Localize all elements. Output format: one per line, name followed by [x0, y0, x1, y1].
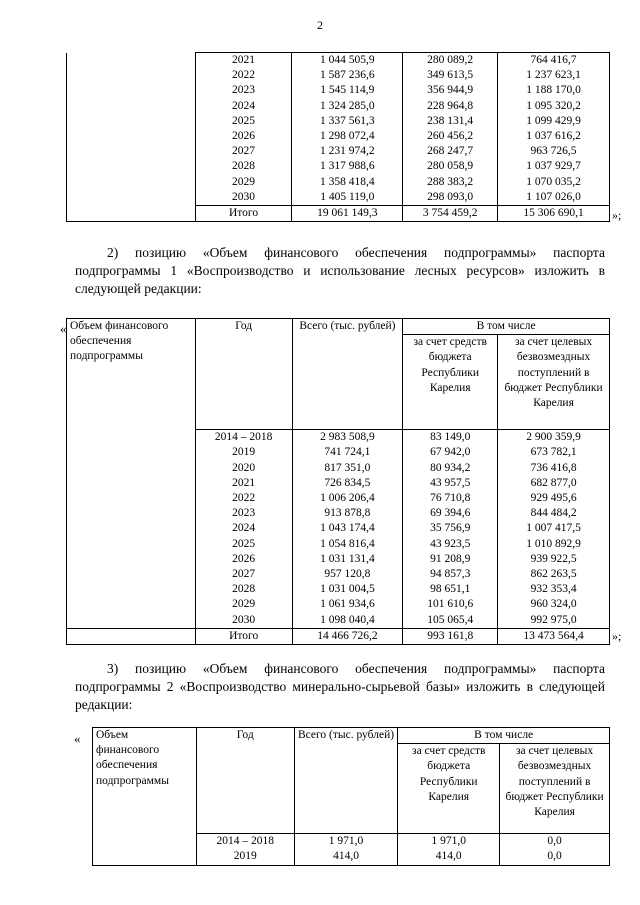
header-including: В том числе: [398, 728, 610, 744]
cell-total: 913 878,8: [324, 507, 371, 520]
cell-total: 1 358 418,4: [320, 175, 375, 188]
total-sum: 19 061 149,3: [292, 206, 403, 222]
header-budget: за счет средств бюджета Республики Карелия: [403, 335, 498, 430]
cell-budget: 67 942,0: [430, 446, 471, 459]
cell-year: 2028: [232, 160, 255, 173]
header-year: Год: [196, 728, 294, 834]
cell-year: 2026: [232, 552, 256, 565]
cell-gratis: 932 353,4: [530, 583, 577, 596]
cell-budget: 298 093,0: [427, 190, 474, 203]
cell-total: 1 298 072,4: [320, 130, 375, 143]
cell-total: 957 120,8: [324, 568, 371, 581]
budget-column: [403, 53, 498, 206]
cell-year: 2024: [232, 522, 256, 535]
cell-gratis: 1 037 616,2: [526, 130, 581, 143]
cell-budget: 101 610,6: [427, 598, 474, 611]
gratis-sum: 15 306 690,1: [498, 206, 610, 222]
header-gratis: за счет целевых безвозмездных поступлений в бюджет Республики Карелия: [500, 744, 610, 834]
cell-total: 1 405 119,0: [320, 190, 375, 203]
cell-gratis: 960 324,0: [530, 598, 577, 611]
cell-total: 726 834,5: [324, 476, 371, 489]
cell-total: 1 587 236,6: [320, 69, 375, 82]
cell-budget: 94 857,3: [430, 568, 471, 581]
cell-budget: 280 089,2: [427, 54, 474, 66]
cell-total: 817 351,0: [324, 461, 371, 474]
cell-gratis: 1 099 429,9: [526, 114, 581, 127]
cell-total: 1 031 131,4: [320, 552, 375, 565]
cell-total: 2 983 508,9: [320, 431, 375, 444]
cell-year: 2021: [232, 476, 256, 489]
table-subprogram-1: [66, 318, 610, 645]
header-gratis: за счет целевых безвозмездных поступлений в бюджет Республики Карелия: [498, 335, 610, 430]
cell-budget: 80 934,2: [430, 461, 471, 474]
cell-budget: 349 613,5: [427, 69, 474, 82]
cell-budget: 414,0: [435, 850, 462, 863]
cell-gratis: 764 416,7: [530, 54, 577, 66]
cell-budget: 238 131,4: [427, 114, 474, 127]
cell-budget: 1 971,0: [431, 835, 466, 848]
label-cell: [67, 53, 196, 206]
cell-year: 2022: [232, 492, 256, 505]
header-including: В том числе: [403, 319, 610, 335]
cell-total: 1 098 040,4: [320, 613, 375, 626]
cell-gratis: 992 975,0: [530, 613, 577, 626]
cell-year: 2029: [232, 175, 255, 188]
cell-total: 1 061 934,6: [320, 598, 375, 611]
cell-budget: 91 208,9: [430, 552, 471, 565]
total-column: [294, 834, 398, 865]
cell-year: 2025: [232, 537, 256, 550]
cell-year: 2024: [232, 99, 255, 112]
year-column: [195, 430, 292, 629]
cell-gratis: 1 107 026,0: [526, 190, 581, 203]
total-column: [292, 53, 403, 206]
cell-year: 2014 – 2018: [216, 835, 275, 848]
cell-total: 1 545 114,9: [320, 84, 375, 97]
row-label: Объем финансового обеспечения подпрограммы: [67, 319, 196, 629]
cell-gratis: 844 484,2: [530, 507, 577, 520]
budget-column: [403, 430, 498, 629]
header-budget: за счет средств бюджета Республики Карелия: [398, 744, 500, 834]
gratis-sum: 13 473 564,4: [498, 628, 610, 644]
cell-year: 2019: [233, 850, 257, 863]
cell-total: 414,0: [333, 850, 359, 863]
year-column: [196, 834, 294, 865]
gratis-column: [498, 430, 610, 629]
cell-total: 1 044 505,9: [320, 54, 375, 66]
cell-budget: 35 756,9: [430, 522, 471, 535]
row-label: Объем финансового обеспечения подпрограммы: [93, 728, 197, 866]
cell-total: 1 006 206,4: [320, 492, 375, 505]
total-label: Итого: [195, 628, 292, 644]
cell-total: 1 337 561,3: [320, 114, 375, 127]
year-column: [195, 53, 292, 206]
cell-year: 2023: [232, 84, 255, 97]
cell-gratis: 1 095 320,2: [526, 99, 581, 112]
cell-gratis: 736 416,8: [530, 461, 577, 474]
cell-total: 1 031 004,5: [320, 583, 375, 596]
budget-sum: 3 754 459,2: [403, 206, 498, 222]
cell-year: 2021: [232, 54, 255, 66]
cell-year: 2020: [232, 461, 256, 474]
cell-budget: 288 383,2: [427, 175, 474, 188]
cell-year: 2030: [232, 190, 255, 203]
cell-gratis: 1 037 929,7: [526, 160, 581, 173]
open-quote-2: «: [60, 321, 67, 336]
cell-gratis: 1 010 892,9: [526, 537, 581, 550]
cell-year: 2023: [232, 507, 256, 520]
cell-year: 2027: [232, 568, 256, 581]
header-total: Всего (тыс. рублей): [292, 319, 403, 430]
cell-total: 1 231 974,2: [320, 145, 375, 158]
gratis-column: [498, 53, 610, 206]
cell-total: 741 724,1: [324, 446, 371, 459]
paragraph-2: 2) позицию «Объем финансового обеспечения подпрограммы» паспорта подпрограммы 1 «Воспроизводство и использование лесных ресурсов» изложить в следующей редакции:: [75, 245, 605, 296]
cell-year: 2025: [232, 114, 255, 127]
cell-gratis: 673 782,1: [530, 446, 577, 459]
open-quote-3: «: [74, 731, 81, 746]
cell-total: 1 043 174,4: [320, 522, 375, 535]
page-number: 2: [317, 18, 323, 32]
table-subprogram-2: [92, 727, 610, 866]
cell-total: 1 324 285,0: [320, 99, 375, 112]
total-sum: 14 466 726,2: [292, 628, 403, 644]
cell-year: 2019: [232, 446, 256, 459]
cell-year: 2026: [232, 130, 255, 143]
cell-budget: 228 964,8: [427, 99, 474, 112]
cell-gratis: 862 263,5: [530, 568, 577, 581]
cell-budget: 280 058,9: [427, 160, 474, 173]
cell-gratis: 939 922,5: [530, 552, 577, 565]
cell-year: 2030: [232, 613, 256, 626]
cell-budget: 83 149,0: [430, 431, 471, 444]
cell-gratis: 1 237 623,1: [526, 69, 581, 82]
cell-budget: 260 456,2: [427, 130, 474, 143]
cell-gratis: 1 070 035,2: [526, 175, 581, 188]
cell-year: 2022: [232, 69, 255, 82]
cell-budget: 69 394,6: [430, 507, 471, 520]
budget-sum: 993 161,8: [403, 628, 498, 644]
cell-budget: 105 065,4: [427, 613, 474, 626]
cell-year: 2029: [232, 598, 256, 611]
cell-gratis: 682 877,0: [530, 476, 577, 489]
budget-column: [398, 834, 500, 865]
cell-total: 1 054 816,4: [320, 537, 375, 550]
cell-year: 2028: [232, 583, 256, 596]
cell-budget: 268 247,7: [427, 145, 474, 158]
cell-gratis: 2 900 359,9: [526, 431, 581, 444]
cell-budget: 98 651,1: [430, 583, 471, 596]
cell-gratis: 929 495,6: [530, 492, 577, 505]
gratis-column: [500, 834, 610, 865]
cell-total: 1 971,0: [328, 835, 364, 848]
cell-gratis: 1 007 417,5: [526, 522, 581, 535]
header-total: Всего (тыс. рублей): [294, 728, 398, 834]
cell-year: 2027: [232, 145, 255, 158]
cell-gratis: 1 188 170,0: [526, 84, 581, 97]
paragraph-3: 3) позицию «Объем финансового обеспечения подпрограммы» паспорта подпрограммы 2 «Воспроизводство минерально-сырьевой базы» изложить в следующей редакции:: [75, 661, 605, 712]
cell-budget: 356 944,9: [427, 84, 474, 97]
total-label: Итого: [195, 206, 292, 222]
cell-gratis: 963 726,5: [530, 145, 577, 158]
cell-budget: 43 957,5: [430, 476, 471, 489]
cell-budget: 43 923,5: [430, 537, 471, 550]
cell-budget: 76 710,8: [430, 492, 471, 505]
closing-quote-1: »;: [612, 208, 622, 222]
total-column: [292, 430, 403, 629]
closing-quote-2: »;: [612, 629, 622, 643]
cell-gratis: 0,0: [547, 835, 562, 848]
table-subprogram-continuation: [66, 52, 610, 222]
cell-year: 2014 – 2018: [214, 431, 273, 444]
header-year: Год: [195, 319, 292, 430]
cell-total: 1 317 988,6: [320, 160, 375, 173]
cell-gratis: 0,0: [547, 850, 562, 863]
